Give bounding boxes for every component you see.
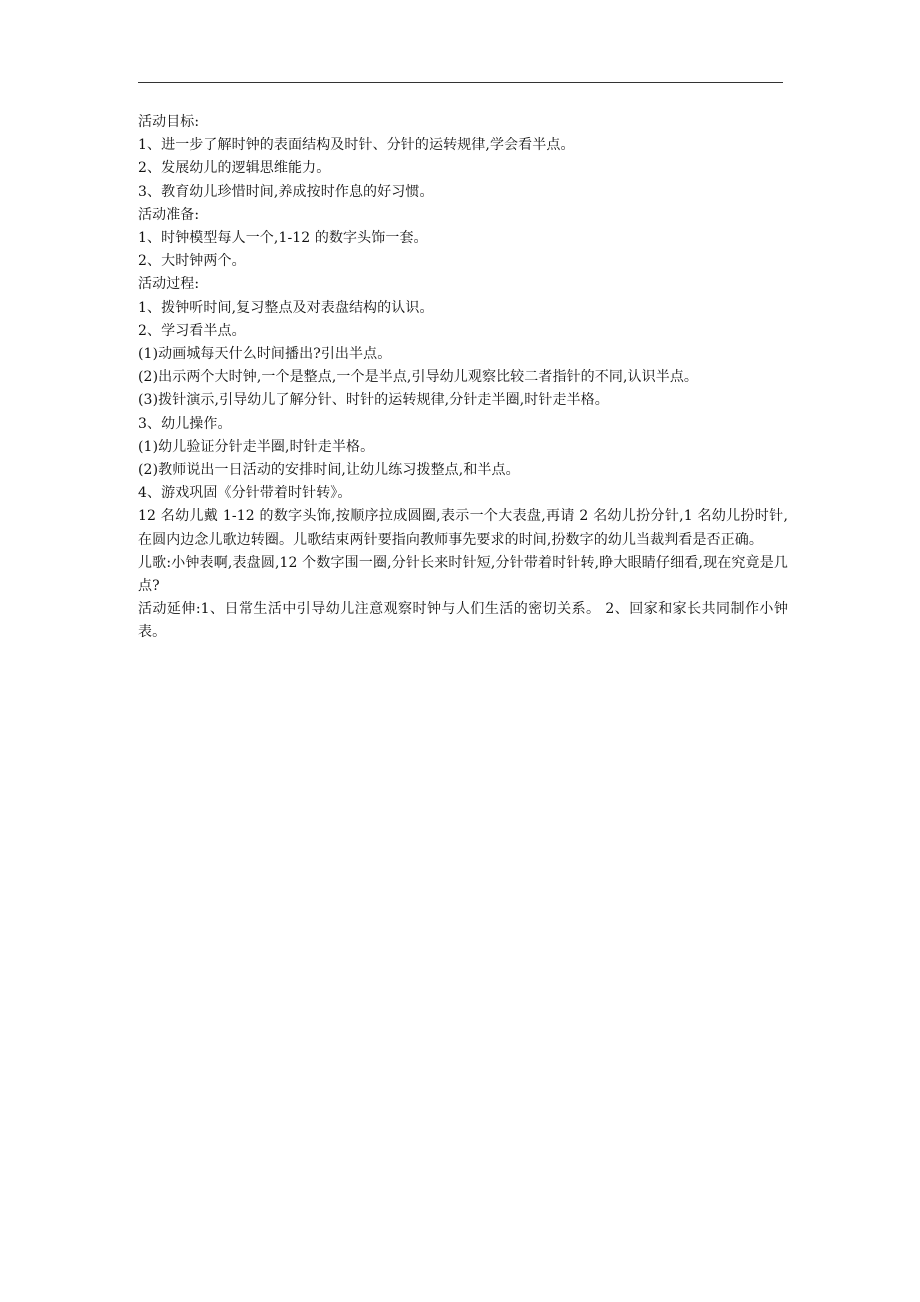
document-body (138, 111, 788, 645)
preparation-item-2: 2、大时钟两个。 (138, 253, 246, 270)
goal-item-1: 1、进一步了解时钟的表面结构及时针、分针的运转规律,学会看半点。 (138, 137, 575, 154)
process-step-4: 4、游戏巩固《分针带着时针转》。 (138, 485, 352, 502)
header-rule (138, 82, 783, 83)
goal-item-2: 2、发展幼儿的逻辑思维能力。 (138, 160, 331, 177)
section-heading-process: 活动过程: (138, 276, 200, 293)
song-lyrics-paragraph: 儿歌:小钟表啊,表盘圆,12 个数字围一圈,分针长来时针短,分针带着时针转,睁大眼睛仔细看,现在究竟是几点? (138, 554, 788, 595)
preparation-item-1: 1、时钟模型每人一个,1-12 的数字头饰一套。 (138, 230, 428, 247)
process-substep-3-2: (2)教师说出一日活动的安排时间,让幼儿练习拨整点,和半点。 (138, 462, 520, 479)
section-heading-goals: 活动目标: (138, 114, 200, 130)
section-heading-preparation: 活动准备: (138, 206, 200, 223)
process-step-1: 1、拨钟听时间,复习整点及对表盘结构的认识。 (138, 299, 434, 316)
process-substep-3-1: (1)幼儿验证分针走半圈,时针走半格。 (138, 438, 375, 455)
process-step-3: 3、幼儿操作。 (138, 415, 232, 432)
process-substep-2-3: (3)拨针演示,引导幼儿了解分针、时针的运转规律,分针走半圈,时针走半格。 (138, 392, 609, 409)
activity-extension-paragraph: 活动延伸:1、日常生活中引导幼儿注意观察时钟与人们生活的密切关系。 2、回家和家长共同制作小钟表。 (138, 601, 788, 641)
process-substep-2-1: (1)动画城每天什么时间播出?引出半点。 (138, 346, 392, 363)
process-step-2: 2、学习看半点。 (138, 322, 246, 339)
goal-item-3: 3、教育幼儿珍惜时间,养成按时作息的好习惯。 (138, 183, 434, 200)
process-substep-2-2: (2)出示两个大时钟,一个是整点,一个是半点,引导幼儿观察比较二者指针的不同,认识半点。 (138, 369, 699, 386)
game-description-paragraph: 12 名幼儿戴 1-12 的数字头饰,按顺序拉成圆圈,表示一个大表盘,再请 2 名幼儿扮分针,1 名幼儿扮时针,在圆内边念儿歌边转圈。儿歌结束两针要指向教师事先要求的时间,扮数字的幼儿当裁判看是否正确。 (138, 508, 788, 548)
